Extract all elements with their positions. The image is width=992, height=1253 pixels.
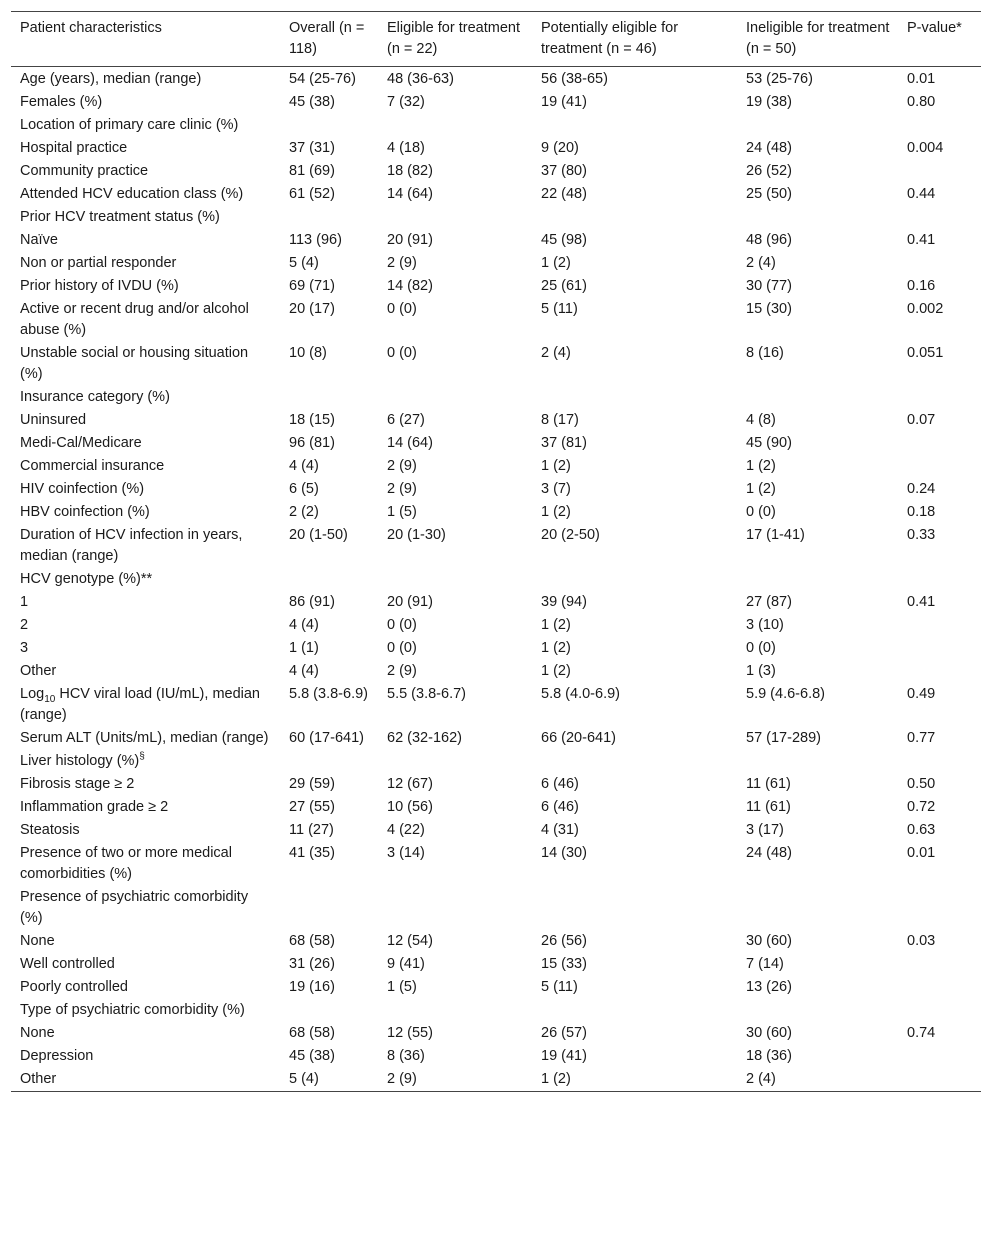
- potentially-eligible-cell: [532, 999, 737, 1022]
- ineligible-cell: 30 (60): [746, 1025, 792, 1041]
- table-row: [11, 842, 981, 886]
- ineligible-cell: 3 (10): [746, 617, 784, 633]
- characteristic-cell: [11, 750, 280, 773]
- overall-cell: 68 (58): [289, 933, 335, 949]
- characteristic-cell: Type of psychiatric comorbidity (%): [20, 1002, 245, 1018]
- ineligible-cell: 11 (61): [746, 799, 791, 815]
- potentially-eligible-cell: 22 (48): [541, 186, 587, 202]
- characteristic-cell: Other: [20, 1071, 57, 1087]
- overall-cell: 20 (1-50): [289, 527, 348, 543]
- characteristic-cell: None: [20, 1025, 55, 1041]
- p-value-cell: 0.01: [907, 71, 936, 87]
- eligible-cell: 62 (32-162): [387, 730, 462, 746]
- table-row: [11, 160, 981, 183]
- characteristic-cell: Medi-Cal/Medicare: [20, 435, 142, 451]
- eligible-cell: [378, 114, 532, 137]
- p-value-cell: [898, 206, 981, 229]
- p-value-cell: [898, 114, 981, 137]
- table-row: [11, 976, 981, 999]
- p-value-cell: 0.01: [907, 845, 936, 861]
- table-row: [11, 591, 981, 614]
- characteristic-cell: Prior HCV treatment status (%): [20, 209, 220, 225]
- overall-cell: [280, 886, 378, 930]
- overall-cell: 18 (15): [289, 412, 335, 428]
- potentially-eligible-cell: 15 (33): [541, 956, 587, 972]
- potentially-eligible-cell: [532, 206, 737, 229]
- eligible-cell: [378, 999, 532, 1022]
- p-value-cell: 0.50: [907, 776, 936, 792]
- ineligible-cell: 26 (52): [746, 163, 792, 179]
- overall-cell: 29 (59): [289, 776, 335, 792]
- eligible-cell: 14 (82): [387, 278, 433, 294]
- eligible-cell: [378, 750, 532, 773]
- ineligible-cell: 45 (90): [746, 435, 792, 451]
- characteristic-cell: Presence of psychiatric comorbidity (%): [20, 889, 249, 926]
- superscript: §: [139, 751, 145, 762]
- potentially-eligible-cell: 6 (46): [541, 776, 579, 792]
- ineligible-cell: 48 (96): [746, 232, 792, 248]
- table-row: [11, 750, 981, 773]
- characteristic-cell: Location of primary care clinic (%): [20, 117, 239, 133]
- table-row: [11, 727, 981, 750]
- potentially-eligible-cell: [532, 750, 737, 773]
- ineligible-cell: 30 (60): [746, 933, 792, 949]
- potentially-eligible-cell: 45 (98): [541, 232, 587, 248]
- characteristic-cell: Inflammation grade ≥ 2: [20, 799, 169, 815]
- ineligible-cell: 30 (77): [746, 278, 792, 294]
- overall-cell: 61 (52): [289, 186, 335, 202]
- eligible-cell: 8 (36): [387, 1048, 425, 1064]
- table-row: [11, 568, 981, 591]
- p-value-cell: 0.72: [907, 799, 936, 815]
- overall-cell: [280, 114, 378, 137]
- ineligible-cell: [737, 999, 898, 1022]
- ineligible-cell: 24 (48): [746, 140, 792, 156]
- table-header: [11, 12, 981, 67]
- characteristic-cell: 2: [20, 617, 29, 633]
- potentially-eligible-cell: 1 (2): [541, 504, 571, 520]
- eligible-cell: 2 (9): [387, 458, 417, 474]
- overall-cell: [280, 568, 378, 591]
- table-row: [11, 637, 981, 660]
- overall-cell: 96 (81): [289, 435, 335, 451]
- overall-cell: 20 (17): [289, 301, 335, 317]
- ineligible-cell: [737, 886, 898, 930]
- overall-cell: 68 (58): [289, 1025, 335, 1041]
- p-value-cell: [898, 886, 981, 930]
- table-body: [11, 67, 981, 1092]
- characteristic-cell: HBV coinfection (%): [20, 504, 150, 520]
- potentially-eligible-cell: 56 (38-65): [541, 71, 608, 87]
- table-row: [11, 1068, 981, 1092]
- overall-cell: 11 (27): [289, 822, 334, 838]
- overall-cell: 45 (38): [289, 94, 335, 110]
- potentially-eligible-cell: 26 (57): [541, 1025, 587, 1041]
- characteristic-cell: Community practice: [20, 163, 149, 179]
- characteristic-cell: Fibrosis stage ≥ 2: [20, 776, 135, 792]
- characteristic-cell: Poorly controlled: [20, 979, 128, 995]
- eligible-cell: 5.5 (3.8-6.7): [387, 686, 466, 702]
- potentially-eligible-cell: 1 (2): [541, 1071, 571, 1087]
- overall-cell: 5 (4): [289, 1071, 319, 1087]
- ineligible-cell: 57 (17-289): [746, 730, 821, 746]
- eligible-cell: [378, 206, 532, 229]
- characteristic-cell: Commercial insurance: [20, 458, 165, 474]
- characteristic-cell: Insurance category (%): [20, 389, 170, 405]
- p-value-cell: 0.63: [907, 822, 936, 838]
- ineligible-cell: 13 (26): [746, 979, 792, 995]
- characteristic-cell: HCV genotype (%)**: [20, 571, 153, 587]
- table-row: [11, 91, 981, 114]
- eligible-cell: 14 (64): [387, 186, 433, 202]
- ineligible-cell: 0 (0): [746, 504, 776, 520]
- potentially-eligible-cell: 39 (94): [541, 594, 587, 610]
- ineligible-cell: [737, 206, 898, 229]
- eligible-cell: 0 (0): [387, 640, 417, 656]
- table-row: [11, 501, 981, 524]
- overall-cell: 81 (69): [289, 163, 335, 179]
- characteristic-cell: Depression: [20, 1048, 94, 1064]
- eligible-cell: 0 (0): [387, 345, 417, 361]
- p-value-cell: [898, 455, 981, 478]
- overall-cell: 2 (2): [289, 504, 319, 520]
- characteristic-cell: Naïve: [20, 232, 58, 248]
- table-row: [11, 409, 981, 432]
- characteristic-cell: Well controlled: [20, 956, 115, 972]
- eligible-cell: [378, 886, 532, 930]
- p-value-cell: 0.44: [907, 186, 936, 202]
- ineligible-cell: 1 (2): [746, 458, 776, 474]
- characteristic-cell: Prior history of IVDU (%): [20, 278, 179, 294]
- eligible-cell: 10 (56): [387, 799, 433, 815]
- potentially-eligible-cell: 14 (30): [541, 845, 587, 861]
- potentially-eligible-cell: [532, 886, 737, 930]
- eligible-cell: 18 (82): [387, 163, 433, 179]
- table-row: [11, 229, 981, 252]
- p-value-cell: 0.74: [907, 1025, 936, 1041]
- overall-cell: [280, 386, 378, 409]
- p-value-cell: 0.004: [907, 140, 944, 156]
- table-row: [11, 796, 981, 819]
- potentially-eligible-cell: 2 (4): [541, 345, 571, 361]
- table-row: [11, 953, 981, 976]
- p-value-cell: 0.77: [907, 730, 936, 746]
- ineligible-cell: 5.9 (4.6-6.8): [746, 686, 825, 702]
- overall-cell: 5.8 (3.8-6.9): [289, 686, 368, 702]
- characteristic-cell: Serum ALT (Units/mL), median (range): [20, 730, 269, 746]
- ineligible-cell: 53 (25-76): [746, 71, 813, 87]
- potentially-eligible-cell: [532, 114, 737, 137]
- eligible-cell: 1 (5): [387, 979, 417, 995]
- table-row: [11, 252, 981, 275]
- potentially-eligible-cell: [532, 568, 737, 591]
- eligible-cell: 1 (5): [387, 504, 417, 520]
- potentially-eligible-cell: 5 (11): [541, 301, 578, 317]
- p-value-cell: 0.41: [907, 594, 936, 610]
- ineligible-cell: 4 (8): [746, 412, 776, 428]
- ineligible-cell: 1 (3): [746, 663, 776, 679]
- potentially-eligible-cell: 1 (2): [541, 458, 571, 474]
- p-value-cell: [898, 953, 981, 976]
- eligible-cell: 2 (9): [387, 663, 417, 679]
- characteristic-cell: Uninsured: [20, 412, 87, 428]
- ineligible-cell: 15 (30): [746, 301, 792, 317]
- table-row: [11, 614, 981, 637]
- potentially-eligible-cell: 1 (2): [541, 617, 571, 633]
- overall-cell: 37 (31): [289, 140, 335, 156]
- ineligible-cell: 11 (61): [746, 776, 791, 792]
- overall-cell: 19 (16): [289, 979, 335, 995]
- p-value-cell: [898, 614, 981, 637]
- p-value-cell: 0.18: [907, 504, 936, 520]
- overall-cell: 4 (4): [289, 617, 319, 633]
- characteristic-cell: Attended HCV education class (%): [20, 186, 244, 202]
- overall-cell: 60 (17-641): [289, 730, 364, 746]
- ineligible-cell: 1 (2): [746, 481, 776, 497]
- potentially-eligible-cell: 9 (20): [541, 140, 579, 156]
- p-value-cell: 0.002: [907, 301, 944, 317]
- table-row: [11, 478, 981, 501]
- p-value-cell: 0.051: [907, 345, 944, 361]
- col-header-characteristics: Patient characteristics: [20, 20, 162, 36]
- characteristic-cell: Steatosis: [20, 822, 80, 838]
- table-row: [11, 683, 981, 727]
- p-value-cell: 0.03: [907, 933, 936, 949]
- potentially-eligible-cell: 19 (41): [541, 1048, 587, 1064]
- table-row: [11, 886, 981, 930]
- table-row: [11, 660, 981, 683]
- ineligible-cell: 17 (1-41): [746, 527, 805, 543]
- overall-cell: 1 (1): [289, 640, 319, 656]
- overall-cell: 54 (25-76): [289, 71, 356, 87]
- table-row: [11, 137, 981, 160]
- ineligible-cell: 25 (50): [746, 186, 792, 202]
- ineligible-cell: 19 (38): [746, 94, 792, 110]
- eligible-cell: 12 (67): [387, 776, 433, 792]
- overall-cell: [280, 206, 378, 229]
- col-header-eligible: Eligible for treatment (n = 22): [387, 20, 520, 57]
- ineligible-cell: 2 (4): [746, 1071, 776, 1087]
- characteristic-cell: Females (%): [20, 94, 103, 110]
- potentially-eligible-cell: 3 (7): [541, 481, 571, 497]
- p-value-cell: 0.49: [907, 686, 936, 702]
- table-row: [11, 275, 981, 298]
- eligible-cell: [378, 568, 532, 591]
- table-row: [11, 999, 981, 1022]
- p-value-cell: [898, 999, 981, 1022]
- potentially-eligible-cell: 37 (80): [541, 163, 587, 179]
- ineligible-cell: [737, 568, 898, 591]
- potentially-eligible-cell: 1 (2): [541, 640, 571, 656]
- characteristic-cell: Hospital practice: [20, 140, 128, 156]
- p-value-cell: 0.16: [907, 278, 936, 294]
- p-value-cell: [898, 252, 981, 275]
- table-row: [11, 455, 981, 478]
- overall-cell: 6 (5): [289, 481, 319, 497]
- overall-cell: 5 (4): [289, 255, 319, 271]
- eligible-cell: 2 (9): [387, 1071, 417, 1087]
- characteristic-cell: Other: [20, 663, 57, 679]
- characteristic-cell: Active or recent drug and/or alcohol abuse (%): [20, 301, 249, 338]
- p-value-cell: 0.41: [907, 232, 936, 248]
- p-value-cell: [898, 660, 981, 683]
- overall-cell: 4 (4): [289, 458, 319, 474]
- potentially-eligible-cell: 1 (2): [541, 663, 571, 679]
- eligible-cell: 20 (1-30): [387, 527, 446, 543]
- table-row: [11, 930, 981, 953]
- patient-characteristics-table: [11, 11, 981, 1092]
- table-row: [11, 1022, 981, 1045]
- ineligible-cell: 24 (48): [746, 845, 792, 861]
- overall-cell: 4 (4): [289, 663, 319, 679]
- potentially-eligible-cell: [532, 386, 737, 409]
- eligible-cell: 2 (9): [387, 481, 417, 497]
- p-value-cell: [898, 976, 981, 999]
- potentially-eligible-cell: 4 (31): [541, 822, 579, 838]
- label-text: Log: [20, 686, 45, 702]
- characteristic-cell: 1: [20, 594, 29, 610]
- characteristic-cell: None: [20, 933, 55, 949]
- ineligible-cell: [737, 750, 898, 773]
- table-row: [11, 298, 981, 342]
- ineligible-cell: 8 (16): [746, 345, 784, 361]
- table-row: [11, 432, 981, 455]
- eligible-cell: 4 (22): [387, 822, 425, 838]
- col-header-p-value: P-value*: [907, 20, 962, 36]
- overall-cell: 45 (38): [289, 1048, 335, 1064]
- potentially-eligible-cell: 8 (17): [541, 412, 579, 428]
- potentially-eligible-cell: 37 (81): [541, 435, 587, 451]
- ineligible-cell: 2 (4): [746, 255, 776, 271]
- eligible-cell: 14 (64): [387, 435, 433, 451]
- p-value-cell: [898, 750, 981, 773]
- table-row: [11, 114, 981, 137]
- ineligible-cell: 18 (36): [746, 1048, 792, 1064]
- characteristic-cell: HIV coinfection (%): [20, 481, 145, 497]
- p-value-cell: [898, 1045, 981, 1068]
- eligible-cell: 6 (27): [387, 412, 425, 428]
- overall-cell: 86 (91): [289, 594, 335, 610]
- characteristic-cell: Duration of HCV infection in years, median (range): [20, 527, 243, 564]
- overall-cell: 31 (26): [289, 956, 335, 972]
- table-row: [11, 342, 981, 386]
- overall-cell: [280, 999, 378, 1022]
- p-value-cell: [898, 160, 981, 183]
- ineligible-cell: 7 (14): [746, 956, 784, 972]
- eligible-cell: 9 (41): [387, 956, 425, 972]
- potentially-eligible-cell: 66 (20-641): [541, 730, 616, 746]
- overall-cell: 10 (8): [289, 345, 327, 361]
- table-row: [11, 1045, 981, 1068]
- eligible-cell: 2 (9): [387, 255, 417, 271]
- eligible-cell: 12 (55): [387, 1025, 433, 1041]
- col-header-ineligible: Ineligible for treatment (n = 50): [746, 20, 890, 57]
- subscript: 10: [44, 694, 56, 705]
- label-text: Liver histology (%): [20, 753, 140, 769]
- characteristic-cell: [11, 683, 280, 727]
- eligible-cell: 12 (54): [387, 933, 433, 949]
- eligible-cell: 48 (36-63): [387, 71, 454, 87]
- eligible-cell: 20 (91): [387, 232, 433, 248]
- ineligible-cell: 27 (87): [746, 594, 792, 610]
- eligible-cell: 0 (0): [387, 617, 417, 633]
- table-row: [11, 386, 981, 409]
- potentially-eligible-cell: 26 (56): [541, 933, 587, 949]
- p-value-cell: [898, 432, 981, 455]
- p-value-cell: 0.07: [907, 412, 936, 428]
- potentially-eligible-cell: 25 (61): [541, 278, 587, 294]
- ineligible-cell: [737, 386, 898, 409]
- table-row: [11, 773, 981, 796]
- characteristic-cell: Unstable social or housing situation (%): [20, 345, 249, 382]
- table-row: [11, 206, 981, 229]
- ineligible-cell: 0 (0): [746, 640, 776, 656]
- potentially-eligible-cell: 19 (41): [541, 94, 587, 110]
- eligible-cell: 3 (14): [387, 845, 425, 861]
- table-row: [11, 524, 981, 568]
- table-row: [11, 819, 981, 842]
- overall-cell: 69 (71): [289, 278, 335, 294]
- table-row: [11, 67, 981, 92]
- col-header-overall: Overall (n = 118): [289, 20, 365, 57]
- potentially-eligible-cell: 6 (46): [541, 799, 579, 815]
- eligible-cell: 4 (18): [387, 140, 425, 156]
- p-value-cell: [898, 386, 981, 409]
- p-value-cell: [898, 637, 981, 660]
- potentially-eligible-cell: 20 (2-50): [541, 527, 600, 543]
- potentially-eligible-cell: 1 (2): [541, 255, 571, 271]
- header-row: [11, 12, 981, 67]
- p-value-cell: [898, 1068, 981, 1092]
- potentially-eligible-cell: 5 (11): [541, 979, 578, 995]
- p-value-cell: 0.24: [907, 481, 936, 497]
- characteristic-cell: Non or partial responder: [20, 255, 177, 271]
- ineligible-cell: 3 (17): [746, 822, 784, 838]
- eligible-cell: 20 (91): [387, 594, 433, 610]
- p-value-cell: 0.33: [907, 527, 936, 543]
- ineligible-cell: [737, 114, 898, 137]
- characteristic-cell: Presence of two or more medical comorbidities (%): [20, 845, 232, 882]
- p-value-cell: 0.80: [907, 94, 936, 110]
- overall-cell: [280, 750, 378, 773]
- characteristic-cell: Age (years), median (range): [20, 71, 202, 87]
- overall-cell: 113 (96): [289, 232, 342, 248]
- p-value-cell: [898, 568, 981, 591]
- potentially-eligible-cell: 5.8 (4.0-6.9): [541, 686, 620, 702]
- eligible-cell: 0 (0): [387, 301, 417, 317]
- col-header-potentially-eligible: Potentially eligible for treatment (n = 46): [541, 20, 679, 57]
- table-row: [11, 183, 981, 206]
- overall-cell: 41 (35): [289, 845, 335, 861]
- eligible-cell: 7 (32): [387, 94, 425, 110]
- label-text-rest: HCV viral load (IU/mL), median (range): [20, 686, 260, 723]
- overall-cell: 27 (55): [289, 799, 335, 815]
- eligible-cell: [378, 386, 532, 409]
- characteristic-cell: 3: [20, 640, 29, 656]
